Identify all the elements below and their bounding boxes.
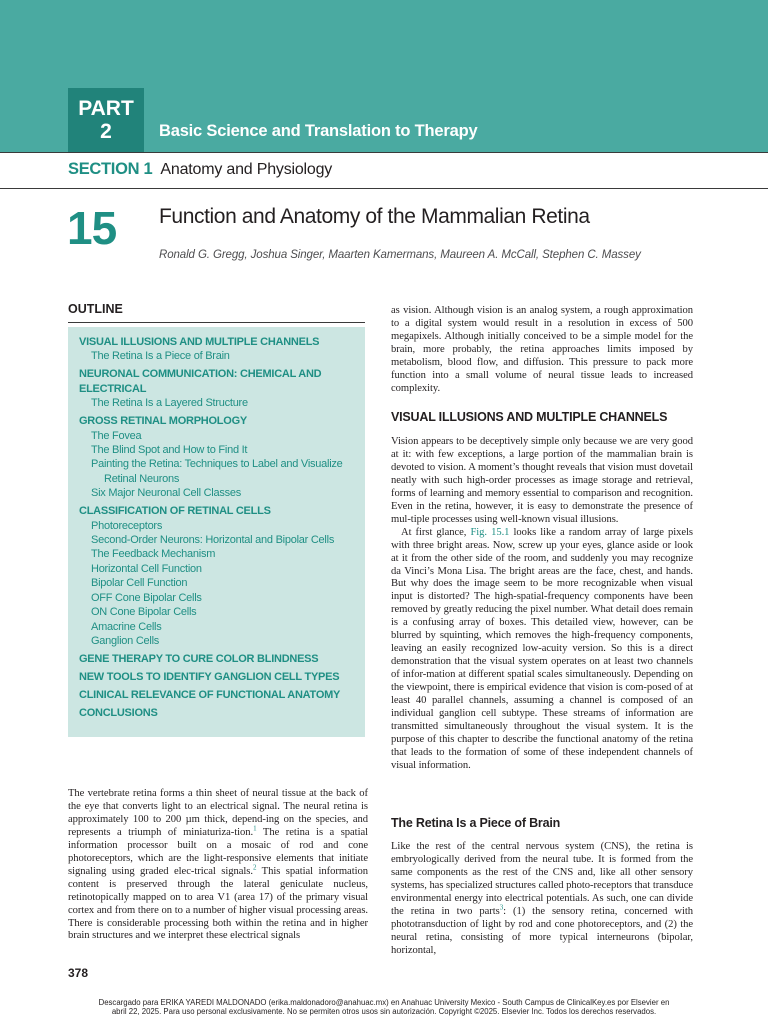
outline-heading: OUTLINE: [68, 302, 123, 316]
footer-line: abril 22, 2025. Para uso personal exclusivamente. No se permiten otros usos sin autorización. Copyright ©2025. Elsevier Inc. Todos los derechos reservados.: [111, 1007, 657, 1016]
outline-subsection-link[interactable]: The Fovea: [91, 429, 142, 442]
section-label: SECTION 1: [68, 160, 153, 178]
outline-subsection-link[interactable]: Painting the Retina: Techniques to Label and Visualize: [91, 458, 343, 471]
body-paragraph: Vision appears to be deceptively simple only because we are very good at it: with few exceptions, a large portion of the mammalian brain is devoted to vision. A moment’s thought reveals that vision must dovetail neatly with such high-order processes as image storage and retrieval, forms of learning and memory essential to comparison and recognition. Even in the retina, however, it is easy to demonstrate the presence of mul-tiple processes using well-known visual illusions.: [391, 436, 693, 525]
text-run: This spatial information content is preserved through the lateral geniculate nucleus, retinotopically mapped on to area V1 (area 17) of the primary visual cortex and from there on to a number of higher visual processing areas. There is considerable processing both within the retina and in higher brain structures and we interpret these electrical signals: [68, 865, 368, 942]
heading-visual-illusions: VISUAL ILLUSIONS AND MULTIPLE CHANNELS: [391, 410, 668, 424]
outline-subsection-link[interactable]: Amacrine Cells: [91, 620, 162, 633]
outline-section-link[interactable]: NEW TOOLS TO IDENTIFY GANGLION CELL TYPES: [79, 670, 340, 683]
body-right-column-bottom: [391, 841, 693, 958]
chapter-number: 15: [67, 202, 117, 254]
outline-section-link[interactable]: VISUAL ILLUSIONS AND MULTIPLE CHANNELS: [79, 336, 320, 348]
page-number: 378: [68, 966, 89, 980]
part-title: Basic Science and Translation to Therapy: [159, 122, 478, 140]
text-run: At first glance,: [401, 526, 471, 538]
outline-subsection-link[interactable]: The Retina Is a Piece of Brain: [91, 350, 230, 363]
body-paragraph: [68, 788, 368, 943]
body-paragraph: as vision. Although vision is an analog system, a rough approximation to a digital system would result in a resolution in excess of 500 megapixels. Although initially conceived to be a simple model for the brain, more probably, the retina approaches limits imposed by metabolism, blood flow, and diffusion. This pressure to pack more function into a small volume of neural tissue leads to increased complexity.: [391, 305, 693, 394]
text-run: looks like a random array of large pixels with three bright areas. Now, screw up your eyes, glance aside or look at it from the other side of the room, and suddenly you may recognize da Vinci’s Mona Lisa. The bright areas are the face, chest, and hands. But why does the image seem to be more recognizable when visual input is distorted? The high-spatial-frequency components have been removed by greatly reducing the pixel number. What detail does remain is a confusing array of boxes. This detailed view, however, can be blurred by squinting, which removes the high-frequency components, leaving an easily recognized low-acuity version. So this is a direct demonstration that the visual system operates on at least two channels of infor-mation at different spatial scales simultaneously. Depending on the viewpoint, there is empirical evidence that vision is com-posed of at least 40 parallel channels, assuming a channel is composed of an individual ganglion cell subtype. These streams of information are transmitted simultaneously throughout the visual system. It is the purpose of this chapter to describe the functional anatomy of the retina that leads to the formation of some of these independent channels of visual information.: [391, 526, 693, 771]
outline-subsection-link[interactable]: OFF Cone Bipolar Cells: [91, 591, 202, 604]
section-title: Anatomy and Physiology: [160, 161, 333, 178]
citation-link[interactable]: 3: [499, 903, 504, 912]
outline-subsection-link[interactable]: The Retina Is a Layered Structure: [91, 397, 248, 410]
outline-subsection-link[interactable]: Bipolar Cell Function: [91, 577, 188, 590]
outline-subsection-link[interactable]: The Blind Spot and How to Find It: [91, 444, 248, 457]
figure-link[interactable]: Fig. 15.1: [470, 526, 510, 538]
outline-subsection-link[interactable]: Six Major Neuronal Cell Classes: [91, 487, 241, 500]
outline-subsection-link[interactable]: Second-Order Neurons: Horizontal and Bipolar Cells: [91, 534, 335, 547]
outline-subsection-link[interactable]: Retinal Neurons: [104, 472, 180, 485]
chapter-authors: Ronald G. Gregg, Joshua Singer, Maarten Kamermans, Maureen A. McCall, Stephen C. Massey: [159, 249, 641, 261]
part-badge: [68, 88, 144, 152]
citation-link[interactable]: 1: [253, 824, 257, 833]
header-divider: [0, 152, 768, 153]
section-heading: [68, 160, 332, 179]
text-run: : (1) the sensory retina, concerned with phototransduction of light by rod and cone photoreceptors, and (2) the neural retina, consisting of more typical interneurons (bipolar, horizontal,: [391, 905, 693, 956]
outline-subsection-link[interactable]: Ganglion Cells: [91, 634, 160, 647]
body-right-column-mid: [391, 436, 693, 773]
outline-section-link[interactable]: GENE THERAPY TO CURE COLOR BLINDNESS: [79, 652, 319, 665]
outline-section-link[interactable]: CLASSIFICATION OF RETINAL CELLS: [79, 505, 271, 518]
part-number: 2: [100, 120, 112, 143]
text-run: Like the rest of the central nervous system (CNS), the retina is embryologically derived from the neural tube. It is formed from the same components as the rest of the CNS and, like all other sensory systems, has specialized structures called photo-receptors that transduce environmental energy into electrical potentials. As such, one can divide the retina in two parts: [391, 841, 693, 917]
body-right-column-top: [391, 305, 693, 396]
section-divider: [0, 188, 768, 189]
citation-link[interactable]: 2: [252, 863, 257, 872]
footer-line: Descargado para ERIKA YAREDI MALDONADO (erika.maldonadoro@anahuac.mx) en Anahuac University Mexico - South Campus de ClinicalKey.es por Elsevier en: [98, 998, 670, 1007]
body-paragraph: [391, 527, 693, 773]
body-left-column: [68, 788, 368, 943]
chapter-title: Function and Anatomy of the Mammalian Retina: [159, 205, 590, 228]
text-run: The vertebrate retina forms a thin sheet of neural tissue at the back of the eye that converts light to an electrical signal. The neural retina is approximately 100 to 200 µm thick, depend-ing on the species, and represents a triumph of miniaturiza-tion.: [68, 788, 368, 838]
body-paragraph: [391, 841, 693, 958]
outline-section-link[interactable]: GROSS RETINAL MORPHOLOGY: [79, 415, 247, 428]
heading-retina-piece-of-brain: The Retina Is a Piece of Brain: [391, 816, 561, 830]
outline-subsection-link[interactable]: ON Cone Bipolar Cells: [91, 606, 197, 619]
outline-box: [68, 327, 365, 737]
outline-subsection-link[interactable]: Horizontal Cell Function: [91, 562, 202, 575]
part-label: PART: [78, 97, 134, 120]
outline-section-link[interactable]: CLINICAL RELEVANCE OF FUNCTIONAL ANATOMY: [79, 688, 341, 701]
outline-subsection-link[interactable]: The Feedback Mechanism: [91, 548, 216, 561]
text-run: The retina is a spatial information processor built on a mosaic of rod and cone photoreceptors, which are the light-responsive elements that initiate signaling using graded elec-trical signals.: [68, 826, 369, 877]
outline-section-link[interactable]: CONCLUSIONS: [79, 706, 158, 719]
outline-section-link[interactable]: NEURONAL COMMUNICATION: CHEMICAL AND: [79, 368, 322, 381]
outline-subsection-link[interactable]: Photoreceptors: [91, 519, 163, 532]
outline-divider: [68, 322, 365, 323]
outline-section-link[interactable]: ELECTRICAL: [79, 382, 147, 395]
download-footer: [60, 998, 708, 1016]
